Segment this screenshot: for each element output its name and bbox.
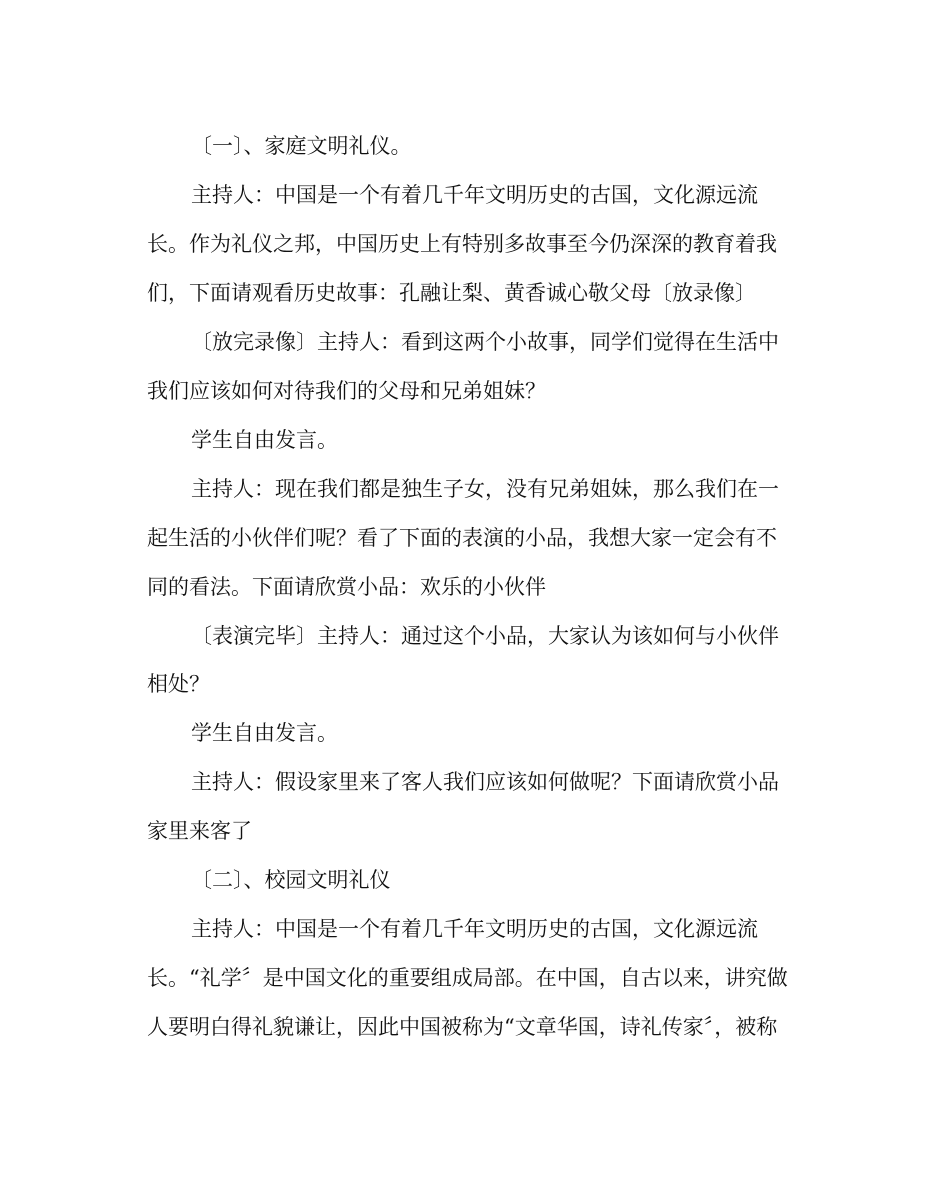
section-heading-family-etiquette: 〔一〕、家庭文明礼仪。	[191, 134, 412, 158]
paragraph-line: 我们应该如何对待我们的父母和兄弟姐妹？	[147, 379, 546, 403]
paragraph-line: 长。作为礼仪之邦，中国历史上有特别多故事至今仍深深的教育着我	[147, 232, 777, 256]
paragraph-line: 学生自由发言。	[191, 721, 338, 745]
paragraph-line: 人要明白得礼貌谦让，因此中国被称为“文章华国，诗礼传家〞，被称	[147, 1015, 778, 1039]
paragraph-line: 起生活的小伙伴们呢？看了下面的表演的小品，我想大家一定会有不	[147, 526, 777, 550]
paragraph-line: 长。“礼学〞是中国文化的重要组成局部。在中国，自古以来，讲究做	[147, 966, 788, 990]
paragraph-line: 〔表演完毕〕主持人：通过这个小品，大家认为该如何与小伙伴	[191, 624, 779, 648]
paragraph-line: 相处？	[147, 672, 210, 696]
paragraph-line: 同的看法。下面请欣赏小品：欢乐的小伙伴	[147, 575, 546, 599]
paragraph-line: 主持人：中国是一个有着几千年文明历史的古国，文化源远流	[191, 917, 758, 941]
section-heading-campus-etiquette: 〔二〕、校园文明礼仪	[191, 868, 391, 892]
paragraph-line: 主持人：假设家里来了客人我们应该如何做呢？下面请欣赏小品	[191, 770, 779, 794]
paragraph-line: 家里来客了	[147, 819, 252, 843]
paragraph-line: 〔放完录像〕主持人：看到这两个小故事，同学们觉得在生活中	[191, 330, 779, 354]
paragraph-line: 学生自由发言。	[191, 428, 338, 452]
paragraph-line: 主持人：中国是一个有着几千年文明历史的古国，文化源远流	[191, 183, 758, 207]
paragraph-line: 主持人：现在我们都是独生子女，没有兄弟姐妹，那么我们在一	[191, 477, 779, 501]
paragraph-line: 们，下面请观看历史故事：孔融让梨、黄香诚心敬父母〔放录像〕	[147, 281, 756, 305]
